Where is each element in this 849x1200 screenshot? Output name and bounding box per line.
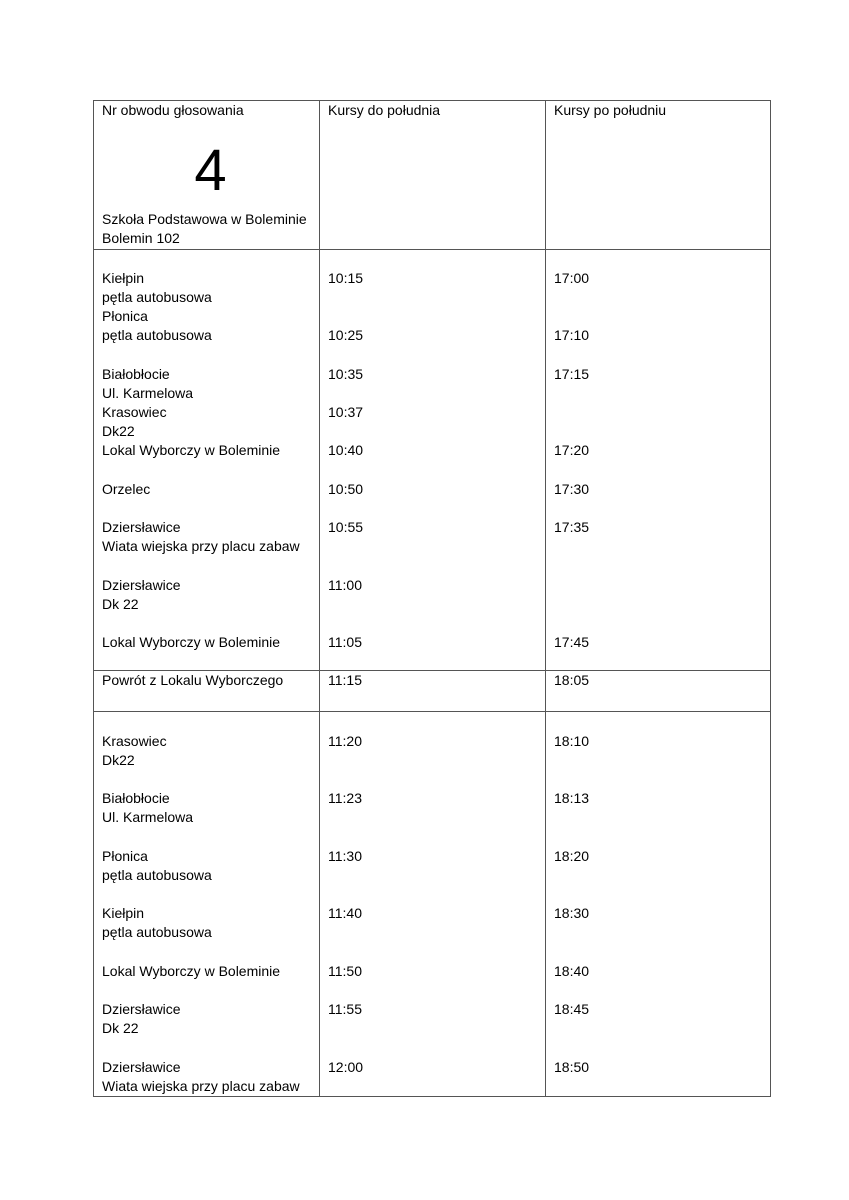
stop-detail: Ul. Karmelowa [102,384,194,401]
stop-detail: pętla autobusowa [102,866,212,883]
time-am: 10:37 [328,403,364,420]
pm-header: Kursy po południu [554,102,667,118]
outbound-pm-times [546,249,771,670]
time-pm [554,576,770,595]
stop-name: Białobłocie [102,790,170,807]
time-pm: 18:05 [554,671,590,688]
time-am: 11:30 [328,847,362,864]
stop-name: Kiełpin [102,905,145,922]
time-pm: 17:00 [554,269,590,286]
stop-detail: Dk 22 [102,1020,139,1037]
time-am: 10:55 [328,519,364,535]
inbound-am-times [320,711,546,1097]
stop-name: Płonica [102,307,148,324]
time-am: 11:50 [328,962,362,979]
time-pm [554,403,770,422]
outbound-stops [94,249,320,670]
stop-detail: Wiata wiejska przy placu zabaw [102,538,300,555]
return-am-cell [320,670,546,711]
time-pm: 18:40 [554,962,590,979]
time-pm: 17:45 [554,634,590,651]
stop-name: Lokal Wyborczy w Boleminie [102,442,281,459]
inbound-row [94,711,771,1097]
time-pm: 18:10 [554,732,590,749]
time-am: 10:25 [328,327,364,344]
am-header-cell [320,101,546,250]
time-am: 11:40 [328,905,362,922]
return-pm-cell [546,670,771,711]
stop-name: Dziersławice [102,1058,181,1075]
time-pm: 18:20 [554,847,590,864]
pm-header-cell [546,101,771,250]
time-pm: 18:13 [554,790,590,807]
time-pm: 18:50 [554,1058,590,1075]
time-am: 11:05 [328,634,362,651]
stop-detail: Ul. Karmelowa [102,809,194,826]
district-cell [94,101,320,250]
stop-name: Krasowiec [102,732,167,749]
stop-name: Białobłocie [102,365,170,382]
time-pm: 17:20 [554,442,590,459]
time-am: 11:20 [328,732,362,749]
stop-detail: pętla autobusowa [102,288,212,305]
return-row [94,670,771,711]
stop-detail: Dk22 [102,751,135,768]
time-am: 10:15 [328,269,364,286]
outbound-row [94,249,771,670]
school-address: Bolemin 102 [102,230,180,247]
am-header: Kursy do południa [328,102,441,118]
stop-name: Kiełpin [102,269,145,286]
school-name: Szkoła Podstawowa w Boleminie [102,211,307,228]
return-label: Powrót z Lokalu Wyborczego [102,671,284,688]
stop-detail: pętla autobusowa [102,924,212,941]
stop-name: Lokal Wyborczy w Boleminie [102,962,281,979]
time-pm: 17:35 [554,519,590,535]
outbound-am-times [320,249,546,670]
bus-timetable [93,100,771,1097]
time-am: 10:50 [328,480,364,497]
time-am: 11:15 [328,671,362,688]
return-label-cell [94,670,320,711]
time-pm: 17:15 [554,365,590,382]
district-label: Nr obwodu głosowania [102,102,244,118]
stop-detail: Dk22 [102,423,135,440]
stop-detail: pętla autobusowa [102,327,212,344]
inbound-stops [94,711,320,1097]
header-row [94,101,771,250]
time-pm: 18:45 [554,1001,590,1018]
stop-name: Orzelec [102,480,151,497]
inbound-pm-times [546,711,771,1097]
district-number: 4 [194,138,227,204]
time-am: 11:23 [328,790,362,807]
time-pm: 17:30 [554,480,590,497]
time-am: 10:40 [328,442,364,459]
time-pm: 18:30 [554,905,590,922]
stop-detail: Wiata wiejska przy placu zabaw [102,1077,300,1094]
time-am: 12:00 [328,1058,364,1075]
stop-detail: Dk 22 [102,595,139,612]
time-am: 10:35 [328,365,364,382]
stop-name: Płonica [102,847,148,864]
stop-name: Lokal Wyborczy w Boleminie [102,634,281,651]
time-am: 11:00 [328,576,362,593]
stop-name: Dziersławice [102,576,181,593]
time-am: 11:55 [328,1001,362,1018]
stop-name: Dziersławice [102,519,181,535]
stop-name: Dziersławice [102,1001,181,1018]
stop-name: Krasowiec [102,403,167,420]
time-pm: 17:10 [554,327,590,344]
